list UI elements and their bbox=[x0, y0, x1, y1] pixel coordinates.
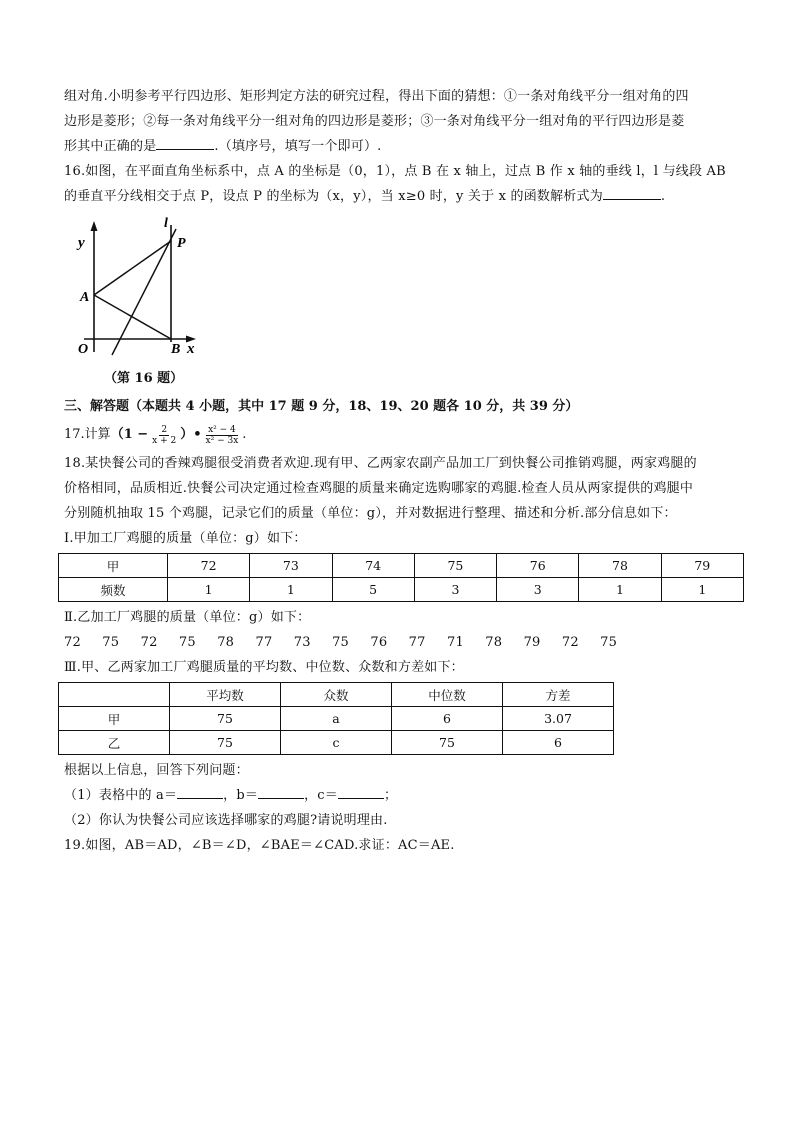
table-row bbox=[59, 554, 744, 578]
q16-figure bbox=[72, 217, 252, 392]
q16-line-2-end: . bbox=[660, 189, 666, 204]
q17-frac2-denominator: x² − 3x bbox=[205, 435, 239, 446]
table-cell: 75 bbox=[392, 731, 503, 755]
q17 bbox=[64, 419, 744, 451]
q18-sub1-b-label: ，b＝ bbox=[223, 788, 259, 803]
list-item: 75 bbox=[102, 635, 120, 650]
q18-sub1-end: ； bbox=[383, 788, 398, 803]
answer-blank-b[interactable] bbox=[258, 784, 304, 799]
table-cell: 3 bbox=[414, 578, 496, 602]
list-item: 75 bbox=[178, 635, 196, 650]
table-cell: 5 bbox=[332, 578, 414, 602]
answer-blank-16[interactable] bbox=[603, 185, 661, 200]
intro-line-3-text: 形其中正确的是 bbox=[64, 139, 157, 154]
q18-part-1: Ⅰ.甲加工厂鸡腿的质量（单位：g）如下： bbox=[64, 531, 307, 546]
table-cell: 75 bbox=[170, 707, 281, 731]
table-header-cell: 众数 bbox=[281, 683, 392, 707]
yi-values-list bbox=[64, 630, 744, 655]
q18-line-2: 价格相同，品质相近.快餐公司决定通过检查鸡腿的质量来确定选购哪家的鸡腿.检查人员从两家提供的鸡腿中 bbox=[64, 481, 694, 496]
label-p: P bbox=[177, 236, 186, 251]
q18-sub-2: （2）你认为快餐公司应该选择哪家的鸡腿?请说明理由. bbox=[64, 813, 388, 828]
q17-fraction-2 bbox=[204, 425, 241, 446]
table-cell: 72 bbox=[167, 554, 249, 578]
table-cell: 73 bbox=[250, 554, 332, 578]
list-item: 77 bbox=[255, 635, 273, 650]
q17-fraction-1 bbox=[150, 425, 178, 446]
q18-line-1: 18.某快餐公司的香辣鸡腿很受消费者欢迎.现有甲、乙两家农副产品加工厂到快餐公司推销鸡腿，两家鸡腿的 bbox=[64, 456, 697, 471]
q18-sub1-a-label: （1）表格中的 a＝ bbox=[64, 788, 178, 803]
q19-text: 19.如图，AB＝AD，∠B＝∠D，∠BAE＝∠CAD.求证：AC＝AE. bbox=[64, 838, 455, 853]
table-cell: 1 bbox=[167, 578, 249, 602]
table-cell: 1 bbox=[579, 578, 661, 602]
q16-line-2-text: 的垂直平分线相交于点 P，设点 P 的坐标为（x，y），当 x≥0 时，y 关于 x 的函数解析式为 bbox=[64, 189, 603, 204]
table-cell: 78 bbox=[579, 554, 661, 578]
statistics-table bbox=[58, 682, 614, 755]
table-header-row bbox=[59, 683, 614, 707]
table-cell: a bbox=[281, 707, 392, 731]
exam-page bbox=[64, 84, 744, 858]
jia-frequency-table bbox=[58, 553, 744, 602]
y-axis-arrow-icon bbox=[91, 221, 98, 231]
table-cell: 74 bbox=[332, 554, 414, 578]
intro-line-3-end: .（填序号，填写一个即可）. bbox=[214, 139, 382, 154]
list-item: 72 bbox=[140, 635, 158, 650]
coordinate-diagram bbox=[72, 217, 252, 367]
segment-ab bbox=[94, 295, 171, 339]
segment-ap bbox=[94, 241, 171, 295]
list-item: 75 bbox=[332, 635, 350, 650]
table-cell: 1 bbox=[250, 578, 332, 602]
q17-frac1-denominator: x + 2 bbox=[152, 435, 177, 446]
table-header-cell bbox=[59, 683, 170, 707]
answer-blank-15[interactable] bbox=[156, 135, 214, 150]
list-item: 79 bbox=[523, 635, 541, 650]
table-cell: 79 bbox=[661, 554, 743, 578]
q17-prefix: 17.计算 bbox=[64, 427, 111, 442]
table-header-cell: 中位数 bbox=[392, 683, 503, 707]
list-item: 75 bbox=[600, 635, 618, 650]
list-item: 76 bbox=[370, 635, 388, 650]
label-o: O bbox=[78, 342, 89, 357]
list-item: 78 bbox=[217, 635, 235, 650]
q18-sub1-c-label: ，c＝ bbox=[304, 788, 338, 803]
intro-line-3 bbox=[64, 134, 744, 159]
table-cell: 乙 bbox=[59, 731, 170, 755]
answer-blank-c[interactable] bbox=[338, 784, 384, 799]
table-cell: 1 bbox=[661, 578, 743, 602]
table-cell: 频数 bbox=[59, 578, 168, 602]
table-cell: 6 bbox=[503, 731, 614, 755]
table-cell: 3 bbox=[497, 578, 579, 602]
list-item: 72 bbox=[64, 635, 81, 650]
q18-part-3: Ⅲ.甲、乙两家加工厂鸡腿质量的平均数、中位数、众数和方差如下： bbox=[64, 660, 464, 675]
label-y: y bbox=[78, 235, 85, 251]
intro-line-2: 边形是菱形；②每一条对角线平分一组对角的四边形是菱形；③一条对角线平分一组对角的平行四边形是菱 bbox=[64, 114, 685, 129]
intro-line-1: 组对角.小明参考平行四边形、矩形判定方法的研究过程，得出下面的猜想：①一条对角线平分一组对角的四 bbox=[64, 89, 689, 104]
table-cell: 76 bbox=[497, 554, 579, 578]
q17-frac1-numerator: 2 bbox=[161, 424, 168, 435]
table-header-cell: 平均数 bbox=[170, 683, 281, 707]
q16-line-1: 16.如图，在平面直角坐标系中，点 A 的坐标是（0，1），点 B 在 x 轴上，过点 B 作 x 轴的垂线 l，l 与线段 AB bbox=[64, 164, 726, 179]
table-cell: 75 bbox=[170, 731, 281, 755]
q18-line-3: 分别随机抽取 15 个鸡腿，记录它们的质量（单位：g），并对数据进行整理、描述和分析.部分信息如下： bbox=[64, 506, 677, 521]
list-item: 72 bbox=[561, 635, 579, 650]
q18-answer-intro: 根据以上信息，回答下列问题： bbox=[64, 763, 249, 778]
label-b: B bbox=[171, 342, 181, 357]
q18-part-2: Ⅱ.乙加工厂鸡腿的质量（单位：g）如下： bbox=[64, 610, 311, 625]
table-cell: 甲 bbox=[59, 707, 170, 731]
figure-caption: （第 16 题） bbox=[104, 371, 184, 386]
table-cell: c bbox=[281, 731, 392, 755]
label-a: A bbox=[80, 290, 90, 305]
table-row bbox=[59, 707, 614, 731]
q17-close: ）• bbox=[180, 427, 202, 442]
list-item: 78 bbox=[485, 635, 503, 650]
label-l: l bbox=[164, 217, 168, 231]
list-item: 73 bbox=[293, 635, 311, 650]
q16-line-2 bbox=[64, 184, 744, 209]
q17-open: （1 − bbox=[110, 427, 149, 442]
section-heading: 三、解答题（本题共 4 小题，其中 17 题 9 分，18、19、20 题各 10 分，共 39 分） bbox=[64, 399, 579, 414]
table-row bbox=[59, 578, 744, 602]
q17-frac2-numerator: x² − 4 bbox=[208, 424, 236, 435]
table-cell: 3.07 bbox=[503, 707, 614, 731]
table-row bbox=[59, 731, 614, 755]
table-cell: 甲 bbox=[59, 554, 168, 578]
list-item: 71 bbox=[446, 635, 464, 650]
label-x: x bbox=[187, 341, 195, 357]
q17-end: . bbox=[242, 427, 247, 442]
answer-blank-a[interactable] bbox=[177, 784, 223, 799]
q18-sub-1 bbox=[64, 783, 744, 808]
table-cell: 75 bbox=[414, 554, 496, 578]
table-header-cell: 方差 bbox=[503, 683, 614, 707]
table-cell: 6 bbox=[392, 707, 503, 731]
list-item: 77 bbox=[408, 635, 426, 650]
